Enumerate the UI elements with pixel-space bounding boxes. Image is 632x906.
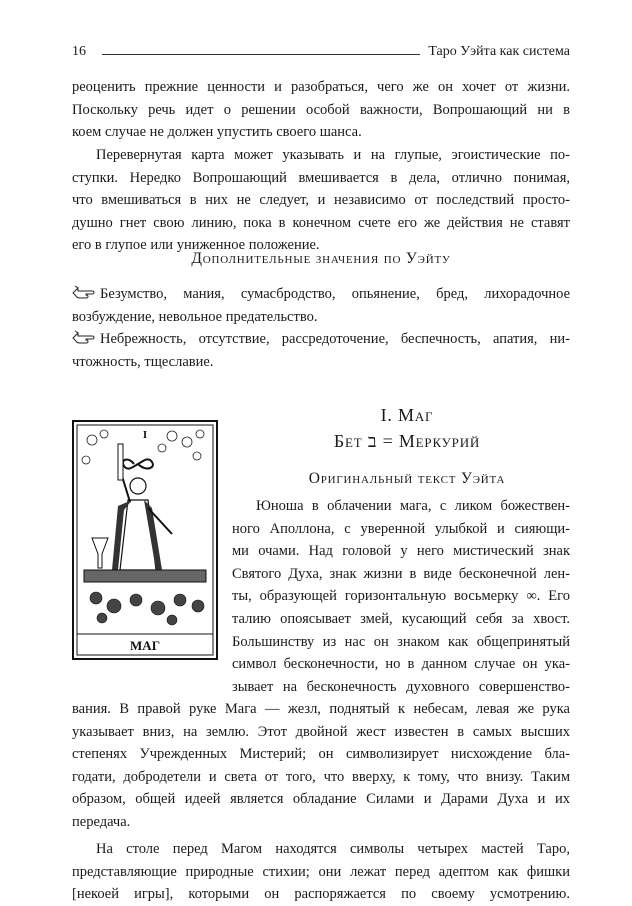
text-line: передача. <box>72 813 131 830</box>
bullet-item <box>72 328 570 373</box>
text-line: его в глупое или униженное положение. <box>72 237 320 254</box>
header-rule <box>102 54 420 55</box>
text-line: На столе перед Магом находятся символы четырех мастей Таро, <box>96 841 570 857</box>
text-line: представляющие природные стихии; они лежат перед адептом как фишки <box>72 863 570 880</box>
bullet-list <box>72 283 570 373</box>
text-line: Небрежность, отсутствие, рассредоточение, беспечность, апатия, ни- <box>100 331 570 348</box>
text-line: Святого Духа, знак жизни в виде бесконечной лен- <box>232 565 570 582</box>
text-line: что вмешиваться в них не следует, и независимо от последствий просто- <box>72 192 570 209</box>
text-line: ты, образующей горизонтальную восьмерку ∞. Его <box>232 588 570 605</box>
text-line: коем случае не должен упустить своего шанса. <box>72 124 362 141</box>
section-title: I. Маг <box>380 405 434 425</box>
paragraph-1 <box>72 76 570 144</box>
card-numeral: I <box>142 429 148 441</box>
text-line: указывает вниз, на землю. Этот двойной жест известен в самых высших <box>72 723 570 740</box>
text-line: ступки. Нередко Вопрошающий вмешивается в дела, отлично понимая, <box>72 169 570 186</box>
section-subtitle: Бет ב = Меркурий <box>333 431 481 451</box>
text-line: возбуждение, невольное предательство. <box>72 308 318 325</box>
text-line: ного Аполлона, с уверенной улыбкой и сияющи- <box>232 520 570 537</box>
text-line: годати, добродетели и света от того, что вверху, к тому, что внизу. Таким <box>72 768 570 785</box>
card-caption: МАГ <box>130 638 160 653</box>
pointing-hand-icon <box>72 329 96 347</box>
text-line: Безумство, мания, сумасбродство, опьянение, бред, лихорадочное <box>100 286 570 302</box>
text-line: зывает на бесконечность духовного совершенство- <box>232 678 570 695</box>
additional-meanings-heading: Дополнительные значения по Уэйту <box>191 250 451 267</box>
text-line: символ бесконечности, но в данном случае он ука- <box>232 656 570 673</box>
page-number: 16 <box>72 44 86 59</box>
original-text-heading: Оригинальный текст Уэйта <box>308 470 506 487</box>
text-line: Большинству из нас он знаком как общепринятый <box>232 633 570 650</box>
text-line: Юноша в облачении мага, с ликом божествен- <box>256 498 570 514</box>
bullet-item <box>72 283 570 328</box>
text-line: Поскольку речь идет о решении особой важности, Вопрошающий ни в <box>72 101 570 118</box>
paragraph-3-narrow <box>232 495 570 698</box>
text-line: душно гнет свою линию, пока в конечном счете его же действия не ставят <box>72 214 570 231</box>
text-line: образом, общей идеей является обладание Силами и Дарами Духа и их <box>72 791 570 808</box>
text-line: талию опоясывает змей, кусающий себя за хвост. <box>232 610 570 627</box>
running-title: Таро Уэйта как система <box>428 44 570 59</box>
text-line: Перевернутая карта может указывать и на глупые, эгоистические по- <box>96 147 570 163</box>
magician-card-image <box>72 420 218 660</box>
paragraph-2 <box>72 144 570 257</box>
text-line: чтожность, тщеславие. <box>72 353 214 370</box>
page-header <box>72 44 570 64</box>
pointing-hand-icon <box>72 284 96 302</box>
paragraph-3-full <box>72 698 570 834</box>
paragraph-4 <box>72 838 570 906</box>
text-line: степенях Учрежденных Мистерий; он символизирует нисхождение бла- <box>72 746 570 763</box>
text-line: [некоей игры], которыми он распоряжается по своему усмотрению. <box>72 886 570 903</box>
text-line: ми очами. Над головой у него мистический знак <box>232 543 570 560</box>
text-line: вания. В правой руке Мага — жезл, поднятый к небесам, левая же рука <box>72 701 570 717</box>
text-line: реоценить прежние ценности и разобраться, чего же он хочет от жизни. <box>72 79 570 95</box>
